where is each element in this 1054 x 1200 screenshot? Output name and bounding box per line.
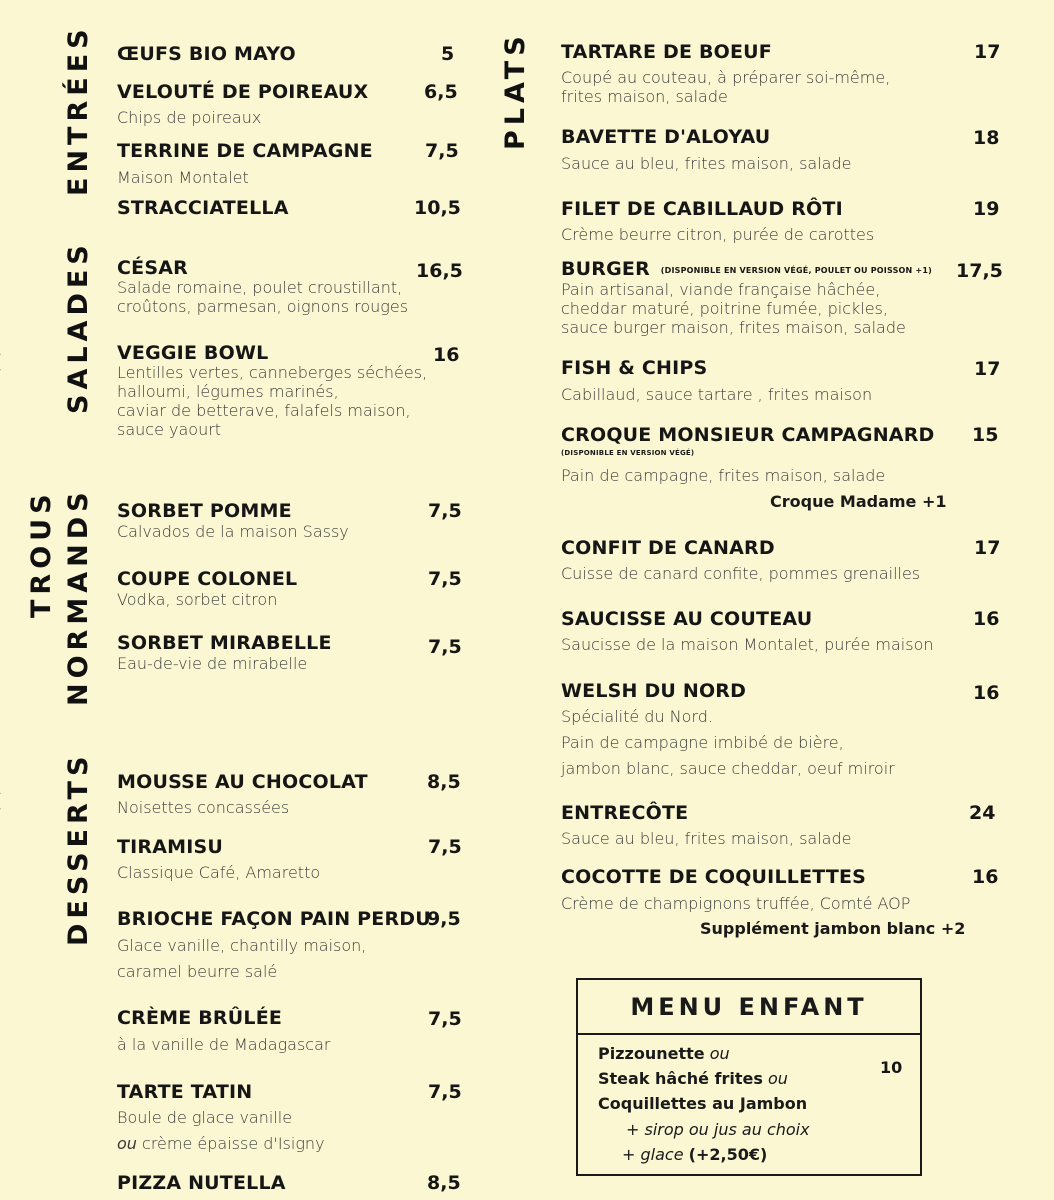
item-name: VEGGIE BOWL <box>117 342 269 364</box>
item-name: FILET DE CABILLAUD RÔTI <box>561 198 843 220</box>
item-price: 18 <box>973 127 1000 149</box>
item-description: Pain de campagne, frites maison, salade <box>561 466 886 485</box>
item-description: Cabillaud, sauce tartare , frites maison <box>561 385 873 404</box>
item-name: MOUSSE AU CHOCOLAT <box>117 771 368 793</box>
item-name: TERRINE DE CAMPAGNE <box>117 140 373 162</box>
item-note: (DISPONIBLE EN VERSION VÉGÉ, POULET OU POISSON +1) <box>660 266 932 275</box>
item-description: Classique Café, Amaretto <box>117 863 321 882</box>
item-price: 7,5 <box>428 1008 462 1030</box>
item-price: 7,5 <box>428 568 462 590</box>
item-description: Maison Montalet <box>117 168 249 187</box>
item-price: 8,5 <box>427 1172 461 1194</box>
item-price: 7,5 <box>425 140 459 162</box>
menu-enfant-line: Steak hâché frites ou <box>598 1069 788 1088</box>
item-name: CRÈME BRÛLÉE <box>117 1007 283 1029</box>
section-title-entrees: ENTRÉES <box>63 24 94 196</box>
item-name: VELOUTÉ DE POIREAUX <box>117 81 369 103</box>
menu-enfant-price: 10 <box>880 1058 903 1077</box>
item-name: ŒUFS BIO MAYO <box>117 43 296 65</box>
item-price: 16 <box>973 608 1000 630</box>
item-name: COUPE COLONEL <box>117 568 298 590</box>
item-extra: Supplément jambon blanc +2 <box>700 919 966 938</box>
item-description: Noisettes concassées <box>117 798 290 817</box>
item-price: 7,5 <box>428 1081 462 1103</box>
item-price: 17 <box>974 358 1001 380</box>
section-title-desserts: DESSERTS <box>63 751 94 946</box>
item-price: 5 <box>441 43 455 65</box>
item-price: 8,5 <box>427 771 461 793</box>
item-price: 16 <box>972 866 999 888</box>
item-description: Cuisse de canard confite, pommes grenailles <box>561 564 921 583</box>
chevron-left-icon[interactable] <box>0 793 8 810</box>
item-description: Calvados de la maison Sassy <box>117 522 349 541</box>
item-description: Saucisse de la maison Montalet, purée maison <box>561 635 934 654</box>
item-price: 6,5 <box>424 81 458 103</box>
item-price: 16 <box>973 682 1000 704</box>
item-name: FISH & CHIPS <box>561 357 708 379</box>
item-extra: Croque Madame +1 <box>770 492 947 511</box>
item-description: Boule de glace vanille ou crème épaisse d'Isigny <box>117 1108 325 1153</box>
item-name: TARTE TATIN <box>117 1081 253 1103</box>
item-description: Coupé au couteau, à préparer soi-même, frites maison, salade <box>561 68 891 106</box>
item-name: BURGER (DISPONIBLE EN VERSION VÉGÉ, POULET OU POISSON +1) <box>561 258 932 280</box>
item-name: CROQUE MONSIEUR CAMPAGNARD <box>561 424 935 446</box>
item-name: WELSH DU NORD <box>561 680 747 702</box>
section-title-plats: PLATS <box>500 31 531 150</box>
chevron-left-icon[interactable] <box>0 354 8 371</box>
item-name: COCOTTE DE COQUILLETTES <box>561 866 867 888</box>
item-description: Glace vanille, chantilly maison, caramel beurre salé <box>117 936 367 981</box>
item-note: (DISPONIBLE EN VERSION VÉGÉ) <box>561 449 695 457</box>
item-price: 17 <box>974 537 1001 559</box>
item-price: 24 <box>969 802 996 824</box>
item-description: Sauce au bleu, frites maison, salade <box>561 154 852 173</box>
section-title-salades: SALADES <box>63 240 94 414</box>
item-description: Crème beurre citron, purée de carottes <box>561 225 875 244</box>
item-price: 7,5 <box>428 836 462 858</box>
section-title-trous: TROUS <box>26 489 57 618</box>
item-name: SORBET MIRABELLE <box>117 632 332 654</box>
item-name: STRACCIATELLA <box>117 197 289 219</box>
item-name: CONFIT DE CANARD <box>561 537 775 559</box>
item-name: SORBET POMME <box>117 500 292 522</box>
item-description: Eau-de-vie de mirabelle <box>117 654 308 673</box>
item-price: 16,5 <box>416 260 463 282</box>
item-name: TIRAMISU <box>117 836 224 858</box>
item-name: BAVETTE D'ALOYAU <box>561 126 771 148</box>
menu-enfant-line: + glace (+2,50€) <box>622 1145 768 1164</box>
menu-enfant-box <box>576 978 922 1176</box>
item-price: 17 <box>974 41 1001 63</box>
item-name: CÉSAR <box>117 257 188 279</box>
item-price: 16 <box>433 344 460 366</box>
item-description: Vodka, sorbet citron <box>117 590 278 609</box>
item-description: Pain artisanal, viande française hâchée, cheddar maturé, poitrine fumée, pickles, sauce burger maison, frites maison, salade <box>561 280 906 337</box>
menu-enfant-title: MENU ENFANT <box>578 980 920 1035</box>
item-price: 19 <box>973 198 1000 220</box>
menu-enfant-line: + sirop ou jus au choix <box>626 1120 810 1139</box>
menu-enfant-line: Coquillettes au Jambon <box>598 1094 808 1113</box>
item-description: Crème de champignons truffée, Comté AOP <box>561 894 911 913</box>
item-price: 9,5 <box>427 908 461 930</box>
item-name: BRIOCHE FAÇON PAIN PERDU <box>117 908 431 930</box>
item-description: Chips de poireaux <box>117 108 262 127</box>
item-description: Spécialité du Nord. Pain de campagne imbibé de bière, jambon blanc, sauce cheddar, oeuf miroir <box>561 707 895 778</box>
item-description: Sauce au bleu, frites maison, salade <box>561 829 852 848</box>
item-description: à la vanille de Madagascar <box>117 1035 331 1054</box>
item-description: Lentilles vertes, canneberges séchées, halloumi, légumes marinés, caviar de betterave, falafels maison, sauce yaourt <box>117 363 428 439</box>
item-price: 7,5 <box>428 500 462 522</box>
item-name: PIZZA NUTELLA <box>117 1172 286 1194</box>
item-name: ENTRECÔTE <box>561 802 689 824</box>
item-price: 7,5 <box>428 636 462 658</box>
menu-enfant-line: Pizzounette ou <box>598 1044 730 1063</box>
item-price: 15 <box>972 424 999 446</box>
item-description: Salade romaine, poulet croustillant, croûtons, parmesan, oignons rouges <box>117 278 409 316</box>
item-name: TARTARE DE BOEUF <box>561 41 772 63</box>
item-price: 10,5 <box>414 197 461 219</box>
section-title-normands: NORMANDS <box>63 487 94 706</box>
item-price: 17,5 <box>956 260 1003 282</box>
item-name: SAUCISSE AU COUTEAU <box>561 608 813 630</box>
